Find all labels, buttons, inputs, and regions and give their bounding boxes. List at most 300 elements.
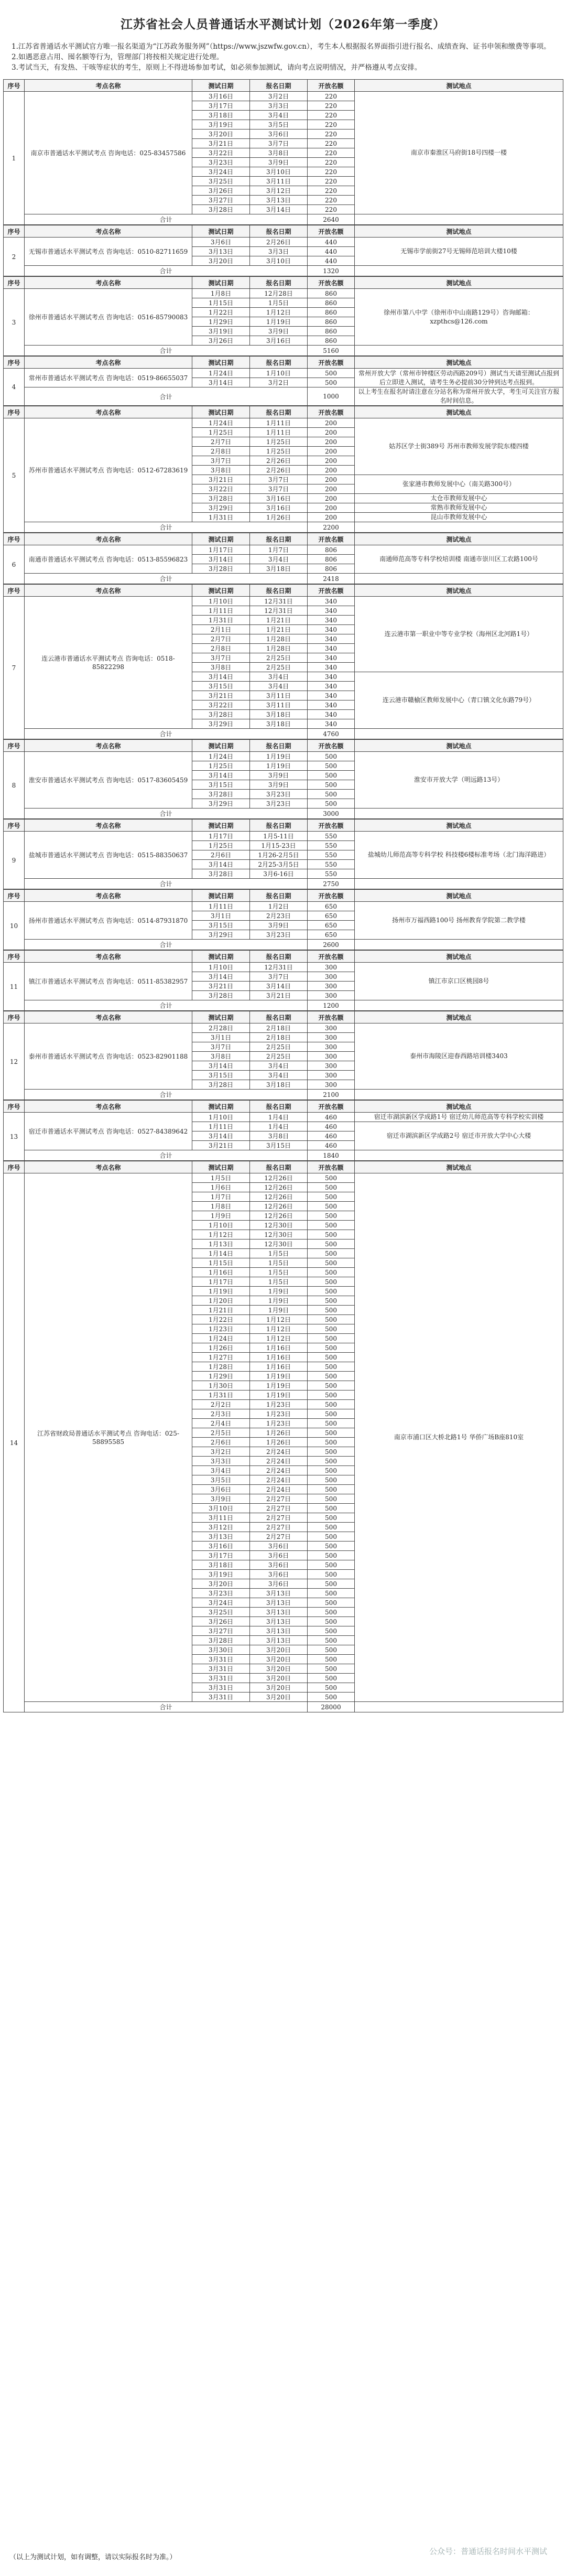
section-table	[3, 406, 563, 533]
quota-cell: 220	[308, 167, 355, 177]
site-name: 徐州市普通话水平测试考点 咨询电话：0516-85790083	[25, 289, 192, 346]
total-row	[4, 266, 563, 276]
reg-date-cell: 1月23日	[250, 1409, 308, 1419]
test-date-cell: 1月20日	[192, 1296, 250, 1306]
test-date-cell: 2月5日	[192, 1428, 250, 1438]
location-cell: 镇江市京口区桃园8号	[355, 963, 563, 1000]
col-quota-header: 开放名额	[308, 277, 355, 289]
quota-cell: 650	[308, 930, 355, 940]
col-quota-header: 开放名额	[308, 1101, 355, 1113]
test-date-cell: 1月22日	[192, 1315, 250, 1324]
test-date-cell: 3月14日	[192, 972, 250, 982]
quota-cell: 220	[308, 101, 355, 111]
quota-cell: 500	[308, 1457, 355, 1466]
reg-date-cell: 3月9日	[250, 771, 308, 780]
test-date-cell: 3月25日	[192, 177, 250, 186]
quota-cell: 500	[308, 1391, 355, 1400]
header-row	[4, 820, 563, 832]
test-date-cell: 3月10日	[192, 1504, 250, 1513]
reg-date-cell: 2月23日	[250, 911, 308, 921]
header-row	[4, 890, 563, 902]
test-date-cell: 3月12日	[192, 1523, 250, 1532]
test-date-cell: 3月21日	[192, 691, 250, 700]
test-date-cell: 3月2日	[192, 1447, 250, 1457]
test-date-cell: 2月8日	[192, 447, 250, 456]
reg-date-cell: 2月24日	[250, 1457, 308, 1466]
test-date-cell: 3月21日	[192, 982, 250, 991]
site-name: 泰州市普通话水平测试考点 咨询电话：0523-82901188	[25, 1023, 192, 1090]
test-date-cell: 1月17日	[192, 1277, 250, 1287]
section-number: 2	[4, 238, 25, 276]
reg-date-cell: 1月9日	[250, 1306, 308, 1315]
section-table	[3, 533, 563, 584]
quota-cell: 300	[308, 991, 355, 1000]
test-date-cell: 1月24日	[192, 418, 250, 428]
reg-date-cell: 3月5日	[250, 120, 308, 130]
section-table	[3, 79, 563, 225]
reg-date-cell: 2月25日	[250, 1042, 308, 1052]
col-site-header: 考点名称	[25, 820, 192, 832]
total-label: 合计	[25, 729, 308, 739]
test-date-cell: 3月8日	[192, 1052, 250, 1061]
total-row	[4, 346, 563, 356]
test-date-cell: 1月25日	[192, 841, 250, 850]
quota-cell: 300	[308, 1023, 355, 1033]
test-date-cell: 3月14日	[192, 555, 250, 564]
reg-date-cell: 2月24日	[250, 1447, 308, 1457]
site-name: 淮安市普通话水平测试考点 咨询电话：0517-83605459	[25, 752, 192, 809]
quota-cell: 220	[308, 205, 355, 214]
location-cell: 徐州市第八中学（徐州市中山南路129号）咨询邮箱：xzpthcs@126.com	[355, 289, 563, 346]
quota-cell: 300	[308, 982, 355, 991]
quota-cell: 500	[308, 1674, 355, 1683]
test-date-cell: 3月22日	[192, 148, 250, 158]
col-no-header: 序号	[4, 951, 25, 963]
table-row	[4, 238, 563, 247]
total-value: 2600	[308, 940, 355, 950]
quota-cell: 200	[308, 466, 355, 475]
total-row	[4, 879, 563, 889]
total-remark	[355, 214, 563, 225]
reg-date-cell: 1月12日	[250, 1324, 308, 1334]
test-date-cell: 3月17日	[192, 101, 250, 111]
test-date-cell: 3月19日	[192, 1570, 250, 1579]
reg-date-cell: 1月5日	[250, 1277, 308, 1287]
reg-date-cell: 3月20日	[250, 1655, 308, 1664]
site-name: 盐城市普通话水平测试考点 咨询电话：0515-88350637	[25, 832, 192, 879]
col-reg-header: 报名日期	[250, 80, 308, 92]
reg-date-cell: 3月7日	[250, 475, 308, 484]
reg-date-cell: 3月15日	[250, 1141, 308, 1150]
quota-cell: 500	[308, 1513, 355, 1523]
total-remark	[355, 1000, 563, 1011]
reg-date-cell: 3月14日	[250, 205, 308, 214]
total-row	[4, 522, 563, 533]
reg-date-cell: 3月9日	[250, 327, 308, 336]
test-date-cell: 2月28日	[192, 1023, 250, 1033]
total-remark	[355, 809, 563, 819]
reg-date-cell: 3月10日	[250, 167, 308, 177]
table-row	[4, 963, 563, 972]
reg-date-cell: 1月25日	[250, 447, 308, 456]
test-date-cell: 3月1日	[192, 911, 250, 921]
reg-date-cell: 3月21日	[250, 991, 308, 1000]
test-date-cell: 3月25日	[192, 1608, 250, 1617]
reg-date-cell: 3月4日	[250, 555, 308, 564]
table-row	[4, 369, 563, 378]
reg-date-cell: 1月5-11日	[250, 832, 308, 841]
section-table	[3, 889, 563, 950]
reg-date-cell: 3月3日	[250, 247, 308, 256]
total-remark	[355, 346, 563, 356]
reg-date-cell: 1月19日	[250, 317, 308, 327]
reg-date-cell: 3月3日	[250, 101, 308, 111]
header-row	[4, 357, 563, 369]
test-date-cell: 3月14日	[192, 378, 250, 387]
reg-date-cell: 1月19日	[250, 1372, 308, 1381]
location-cell: 姑苏区学士街389号 苏州市教师发展学院东楼四楼	[355, 418, 563, 475]
total-remark: 以上考生在报名时请注意在分站名称为常州开放大学，考生可关注官方报名时间信息。	[355, 387, 563, 406]
col-site-header: 考点名称	[25, 1161, 192, 1173]
reg-date-cell: 3月16日	[250, 494, 308, 503]
quota-cell: 200	[308, 494, 355, 503]
total-value: 1200	[308, 1000, 355, 1011]
col-quota-header: 开放名额	[308, 1011, 355, 1023]
col-date-header: 测试日期	[192, 951, 250, 963]
reg-date-cell: 1月19日	[250, 1381, 308, 1391]
test-date-cell: 3月31日	[192, 1664, 250, 1674]
col-quota-header: 开放名额	[308, 225, 355, 238]
reg-date-cell: 3月13日	[250, 1589, 308, 1598]
test-date-cell: 3月24日	[192, 1598, 250, 1608]
total-label: 合计	[25, 1150, 308, 1161]
reg-date-cell: 3月6日	[250, 130, 308, 139]
reg-date-cell: 3月4日	[250, 111, 308, 120]
reg-date-cell: 1月10日	[250, 369, 308, 378]
total-remark	[355, 1150, 563, 1161]
test-date-cell: 3月28日	[192, 991, 250, 1000]
reg-date-cell: 3月4日	[250, 1071, 308, 1080]
total-value: 2200	[308, 522, 355, 533]
reg-date-cell: 3月11日	[250, 691, 308, 700]
quota-cell: 500	[308, 1221, 355, 1230]
quota-cell: 500	[308, 1183, 355, 1192]
quota-cell: 500	[308, 369, 355, 378]
reg-date-cell: 12月30日	[250, 1230, 308, 1240]
test-date-cell: 3月14日	[192, 771, 250, 780]
quota-cell: 220	[308, 130, 355, 139]
col-site-header: 考点名称	[25, 277, 192, 289]
quota-cell: 220	[308, 120, 355, 130]
total-value: 28000	[308, 1702, 355, 1712]
test-date-cell: 1月7日	[192, 1192, 250, 1202]
test-date-cell: 1月30日	[192, 1381, 250, 1391]
total-value: 2640	[308, 214, 355, 225]
test-date-cell: 3月14日	[192, 860, 250, 869]
test-date-cell: 3月14日	[192, 672, 250, 682]
table-row	[4, 92, 563, 101]
quota-cell: 200	[308, 484, 355, 494]
site-name: 宿迁市普通话水平测试考点 咨询电话：0527-84389642	[25, 1113, 192, 1150]
quota-cell: 500	[308, 1324, 355, 1334]
col-date-header: 测试日期	[192, 1161, 250, 1173]
col-site-header: 考点名称	[25, 1011, 192, 1023]
quota-cell: 340	[308, 616, 355, 625]
test-date-cell: 2月1日	[192, 625, 250, 634]
quota-cell: 500	[308, 1428, 355, 1438]
test-date-cell: 3月28日	[192, 564, 250, 574]
quota-cell: 860	[308, 289, 355, 298]
test-date-cell: 1月23日	[192, 1324, 250, 1334]
test-date-cell: 3月30日	[192, 1645, 250, 1655]
header-row	[4, 1161, 563, 1173]
col-date-header: 测试日期	[192, 1101, 250, 1113]
reg-date-cell: 12月26日	[250, 1192, 308, 1202]
note-3: 3.考试当天，有发热、干咳等症状的考生，原则上不得进场参加考试，如必须参加测试，请向考点说明情况，并严格遵从考点安排。	[12, 63, 422, 72]
total-remark	[355, 522, 563, 533]
test-date-cell: 1月11日	[192, 606, 250, 616]
quota-cell: 440	[308, 247, 355, 256]
total-label: 合计	[25, 1702, 308, 1712]
header-row	[4, 740, 563, 752]
test-date-cell: 1月5日	[192, 1173, 250, 1183]
quota-cell: 340	[308, 625, 355, 634]
page-title: 江苏省社会人员普通话水平测试计划（2026年第一季度）	[120, 17, 445, 31]
location-cell: 扬州市万福西路100号 扬州教育学院第二教学楼	[355, 902, 563, 940]
quota-cell: 220	[308, 196, 355, 205]
quota-cell: 500	[308, 752, 355, 761]
reg-date-cell: 2月25日	[250, 1052, 308, 1061]
total-remark	[355, 1702, 563, 1712]
quota-cell: 500	[308, 1334, 355, 1343]
quota-cell: 220	[308, 92, 355, 101]
note-1: 1.江苏省普通话水平测试官方唯一报名渠道为“江苏政务服务网”（https://www.jszwfw.gov.cn），考生本人根据报名界面指引进行报名、成绩查询、证书申领和缴费等事项。	[12, 42, 551, 51]
section-table	[3, 276, 563, 356]
reg-date-cell: 3月7日	[250, 972, 308, 982]
quota-cell: 460	[308, 1122, 355, 1131]
quota-cell: 860	[308, 298, 355, 308]
test-date-cell: 3月16日	[192, 1542, 250, 1551]
total-label: 合计	[25, 809, 308, 819]
reg-date-cell: 1月19日	[250, 761, 308, 771]
reg-date-cell: 1月23日	[250, 1419, 308, 1428]
test-date-cell: 3月31日	[192, 1693, 250, 1702]
col-quota-header: 开放名额	[308, 533, 355, 545]
reg-date-cell: 1月16日	[250, 1362, 308, 1372]
quota-cell: 300	[308, 1052, 355, 1061]
site-name: 南京市普通话水平测试考点 咨询电话：025-83457586	[25, 92, 192, 214]
section-number: 11	[4, 963, 25, 1011]
test-date-cell: 1月12日	[192, 1230, 250, 1240]
col-reg-header: 报名日期	[250, 951, 308, 963]
reg-date-cell: 3月12日	[250, 186, 308, 196]
table-row	[4, 545, 563, 555]
reg-date-cell: 2月24日	[250, 1475, 308, 1485]
quota-cell: 500	[308, 1523, 355, 1532]
table-row	[4, 289, 563, 298]
header-row	[4, 225, 563, 238]
section-table	[3, 1161, 563, 1712]
reg-date-cell: 12月26日	[250, 1211, 308, 1221]
site-name: 南通市普通话水平测试考点 咨询电话：0513-85596823	[25, 545, 192, 574]
test-date-cell: 3月28日	[192, 790, 250, 799]
col-site-header: 考点名称	[25, 740, 192, 752]
reg-date-cell: 1月28日	[250, 634, 308, 644]
footnote: （以上为测试计划，如有调整，请以实际报名时为准。）	[9, 2553, 177, 2561]
quota-cell: 500	[308, 1438, 355, 1447]
reg-date-cell: 3月18日	[250, 1080, 308, 1090]
section-table	[3, 1011, 563, 1100]
col-location-header: 测试地点	[355, 1011, 563, 1023]
test-date-cell: 3月20日	[192, 130, 250, 139]
col-site-header: 考点名称	[25, 533, 192, 545]
col-date-header: 测试日期	[192, 820, 250, 832]
col-reg-header: 报名日期	[250, 1161, 308, 1173]
test-date-cell: 3月19日	[192, 327, 250, 336]
reg-date-cell: 12月31日	[250, 606, 308, 616]
reg-date-cell: 3月4日	[250, 1061, 308, 1071]
reg-date-cell: 1月19日	[250, 1391, 308, 1400]
reg-date-cell: 1月5日	[250, 1249, 308, 1258]
quota-cell: 440	[308, 238, 355, 247]
reg-date-cell: 3月6日	[250, 1579, 308, 1589]
quota-cell: 860	[308, 336, 355, 346]
quota-cell: 340	[308, 672, 355, 682]
reg-date-cell: 2月26日	[250, 238, 308, 247]
test-date-cell: 2月4日	[192, 1419, 250, 1428]
quota-cell: 500	[308, 1173, 355, 1183]
col-no-header: 序号	[4, 1101, 25, 1113]
quota-cell: 500	[308, 1268, 355, 1277]
test-date-cell: 3月28日	[192, 494, 250, 503]
quota-cell: 200	[308, 418, 355, 428]
col-no-header: 序号	[4, 1011, 25, 1023]
reg-date-cell: 1月5日	[250, 1258, 308, 1268]
section-table	[3, 1100, 563, 1161]
col-no-header: 序号	[4, 406, 25, 418]
col-location-header: 测试地点	[355, 1161, 563, 1173]
col-date-header: 测试日期	[192, 585, 250, 597]
test-date-cell: 3月26日	[192, 1617, 250, 1626]
total-value: 2100	[308, 1090, 355, 1100]
quota-cell: 300	[308, 1071, 355, 1080]
reg-date-cell: 12月31日	[250, 963, 308, 972]
test-date-cell: 1月25日	[192, 761, 250, 771]
quota-cell: 500	[308, 1202, 355, 1211]
test-date-cell: 3月29日	[192, 503, 250, 513]
reg-date-cell: 2月27日	[250, 1523, 308, 1532]
total-row	[4, 1090, 563, 1100]
total-label: 合计	[25, 1000, 308, 1011]
col-site-header: 考点名称	[25, 357, 192, 369]
location-cell: 常熟市教师发展中心	[355, 503, 563, 513]
section-table	[3, 819, 563, 889]
quota-cell: 500	[308, 1287, 355, 1296]
total-row	[4, 1702, 563, 1712]
reg-date-cell: 1月23日	[250, 1400, 308, 1409]
reg-date-cell: 1月5日	[250, 1268, 308, 1277]
quota-cell: 500	[308, 761, 355, 771]
section-number: 1	[4, 92, 25, 225]
total-value: 2750	[308, 879, 355, 889]
test-date-cell: 3月7日	[192, 1042, 250, 1052]
test-date-cell: 1月21日	[192, 1306, 250, 1315]
table-row	[4, 752, 563, 761]
test-date-cell: 3月7日	[192, 456, 250, 466]
total-label: 合计	[25, 879, 308, 889]
quota-cell: 650	[308, 921, 355, 930]
quota-cell: 500	[308, 1230, 355, 1240]
location-cell: 宿迁市湖滨新区学成路2号 宿迁市开放大学中心大楼	[355, 1122, 563, 1150]
quota-cell: 650	[308, 911, 355, 921]
reg-date-cell: 3月13日	[250, 1617, 308, 1626]
section-number: 13	[4, 1113, 25, 1161]
quota-cell: 500	[308, 1211, 355, 1221]
location-cell: 宿迁市湖滨新区学成路1号 宿迁幼儿师范高等专科学校实训楼	[355, 1113, 563, 1122]
test-date-cell: 3月14日	[192, 1061, 250, 1071]
total-remark	[355, 879, 563, 889]
section-number: 4	[4, 369, 25, 406]
test-date-cell: 3月23日	[192, 158, 250, 167]
quota-cell: 550	[308, 832, 355, 841]
quota-cell: 340	[308, 700, 355, 710]
quota-cell: 500	[308, 1494, 355, 1504]
test-date-cell: 1月31日	[192, 1391, 250, 1400]
test-date-cell: 1月15日	[192, 298, 250, 308]
test-date-cell: 3月31日	[192, 1683, 250, 1693]
reg-date-cell: 3月13日	[250, 1626, 308, 1636]
quota-cell: 460	[308, 1141, 355, 1150]
test-date-cell: 3月19日	[192, 120, 250, 130]
table-row	[4, 418, 563, 428]
test-date-cell: 3月3日	[192, 1457, 250, 1466]
reg-date-cell: 3月9日	[250, 158, 308, 167]
quota-cell: 500	[308, 1655, 355, 1664]
quota-cell: 460	[308, 1131, 355, 1141]
reg-date-cell: 2月18日	[250, 1033, 308, 1042]
quota-cell: 500	[308, 1277, 355, 1287]
section-number: 3	[4, 289, 25, 356]
test-date-cell: 1月15日	[192, 1258, 250, 1268]
test-date-cell: 3月4日	[192, 1466, 250, 1475]
test-date-cell: 3月11日	[192, 1513, 250, 1523]
test-date-cell: 3月22日	[192, 700, 250, 710]
test-date-cell: 1月10日	[192, 1113, 250, 1122]
total-row	[4, 574, 563, 584]
reg-date-cell: 12月31日	[250, 597, 308, 606]
reg-date-cell: 3月6日	[250, 1542, 308, 1551]
test-date-cell: 1月31日	[192, 616, 250, 625]
test-date-cell: 1月22日	[192, 308, 250, 317]
location-cell: 南通师范高等专科学校培训楼 南通市崇川区工农路100号	[355, 545, 563, 574]
test-date-cell: 3月15日	[192, 921, 250, 930]
reg-date-cell: 1月21日	[250, 616, 308, 625]
quota-cell: 340	[308, 597, 355, 606]
quota-cell: 806	[308, 545, 355, 555]
test-date-cell: 3月15日	[192, 1071, 250, 1080]
site-name: 江苏省财政局普通话水平测试考点 咨询电话：025-58895585	[25, 1173, 192, 1702]
test-date-cell: 3月20日	[192, 256, 250, 266]
col-date-header: 测试日期	[192, 277, 250, 289]
test-date-cell: 1月16日	[192, 1268, 250, 1277]
section-table	[3, 739, 563, 819]
test-date-cell: 1月28日	[192, 1362, 250, 1372]
col-site-header: 考点名称	[25, 406, 192, 418]
reg-date-cell: 3月6日	[250, 1560, 308, 1570]
quota-cell: 500	[308, 1485, 355, 1494]
test-date-cell: 2月7日	[192, 437, 250, 447]
reg-date-cell: 3月9日	[250, 921, 308, 930]
